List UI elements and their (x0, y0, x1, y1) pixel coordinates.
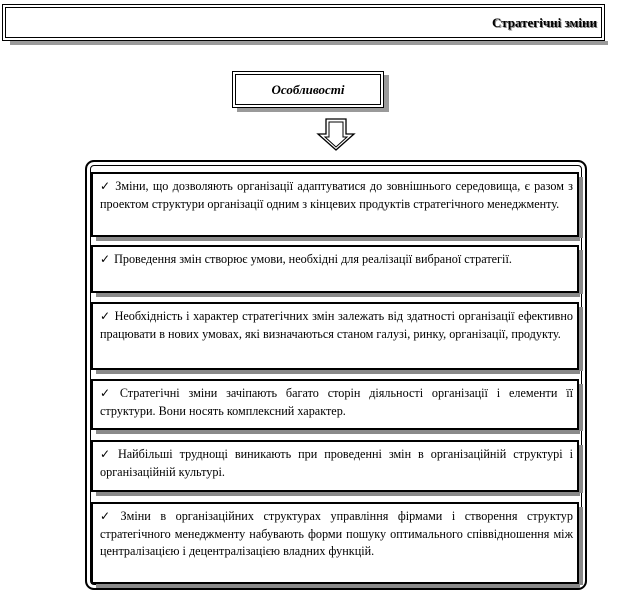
title-shadow (10, 41, 608, 45)
item-shadow (96, 370, 580, 374)
feature-box (232, 71, 384, 108)
feature-box-shadow-right (384, 75, 389, 112)
item-text: Зміни в організаційних структурах управління фірмами і створення структур стратегічного менеджменту набувають форми пошуку оптимального співвідношення між централізацією і децентралізацією владних функцій. (100, 509, 573, 558)
item-shadow (96, 237, 580, 241)
item-shadow (96, 584, 580, 588)
feature-box-shadow-bottom (237, 108, 389, 112)
feature-box-label: Особливості (271, 81, 345, 97)
item-text: Проведення змін створює умови, необхідні для реалізації вибраної стратегії. (114, 252, 512, 266)
item-text: Найбільші труднощі виникають при проведенні змін в організаційній структурі і організаційній культурі. (100, 447, 573, 479)
check-icon: ✓ (100, 447, 114, 461)
item-text: Стратегічні зміни зачіпають багато сторін діяльності організації і елементи її структури. Вони носять комплексний характер. (100, 386, 573, 418)
check-icon: ✓ (100, 252, 111, 266)
item-shadow (96, 430, 580, 434)
check-icon: ✓ (100, 179, 112, 193)
list-item (91, 172, 579, 237)
list-item (91, 302, 579, 370)
check-icon: ✓ (100, 309, 111, 323)
list-item (91, 440, 579, 492)
diagram-title: Стратегічні зміни (492, 14, 597, 30)
down-arrow-icon (316, 118, 356, 152)
list-item (91, 502, 579, 584)
title-bar (5, 7, 602, 38)
item-text: Необхідність і характер стратегічних змін залежать від здатності організації ефективно працювати в нових умовах, які визначаються станом галузі, ринку, організації, продукту. (100, 309, 573, 341)
list-item (91, 245, 579, 293)
check-icon: ✓ (100, 509, 117, 523)
check-icon: ✓ (100, 386, 116, 400)
item-text: Зміни, що дозволяють організації адаптуватися до зовнішнього середовища, є разом з проектом структури організації одним з кінцевих продуктів стратегічного менеджменту. (100, 179, 573, 211)
list-item (91, 379, 579, 430)
item-shadow (96, 293, 580, 297)
item-shadow (96, 492, 580, 496)
